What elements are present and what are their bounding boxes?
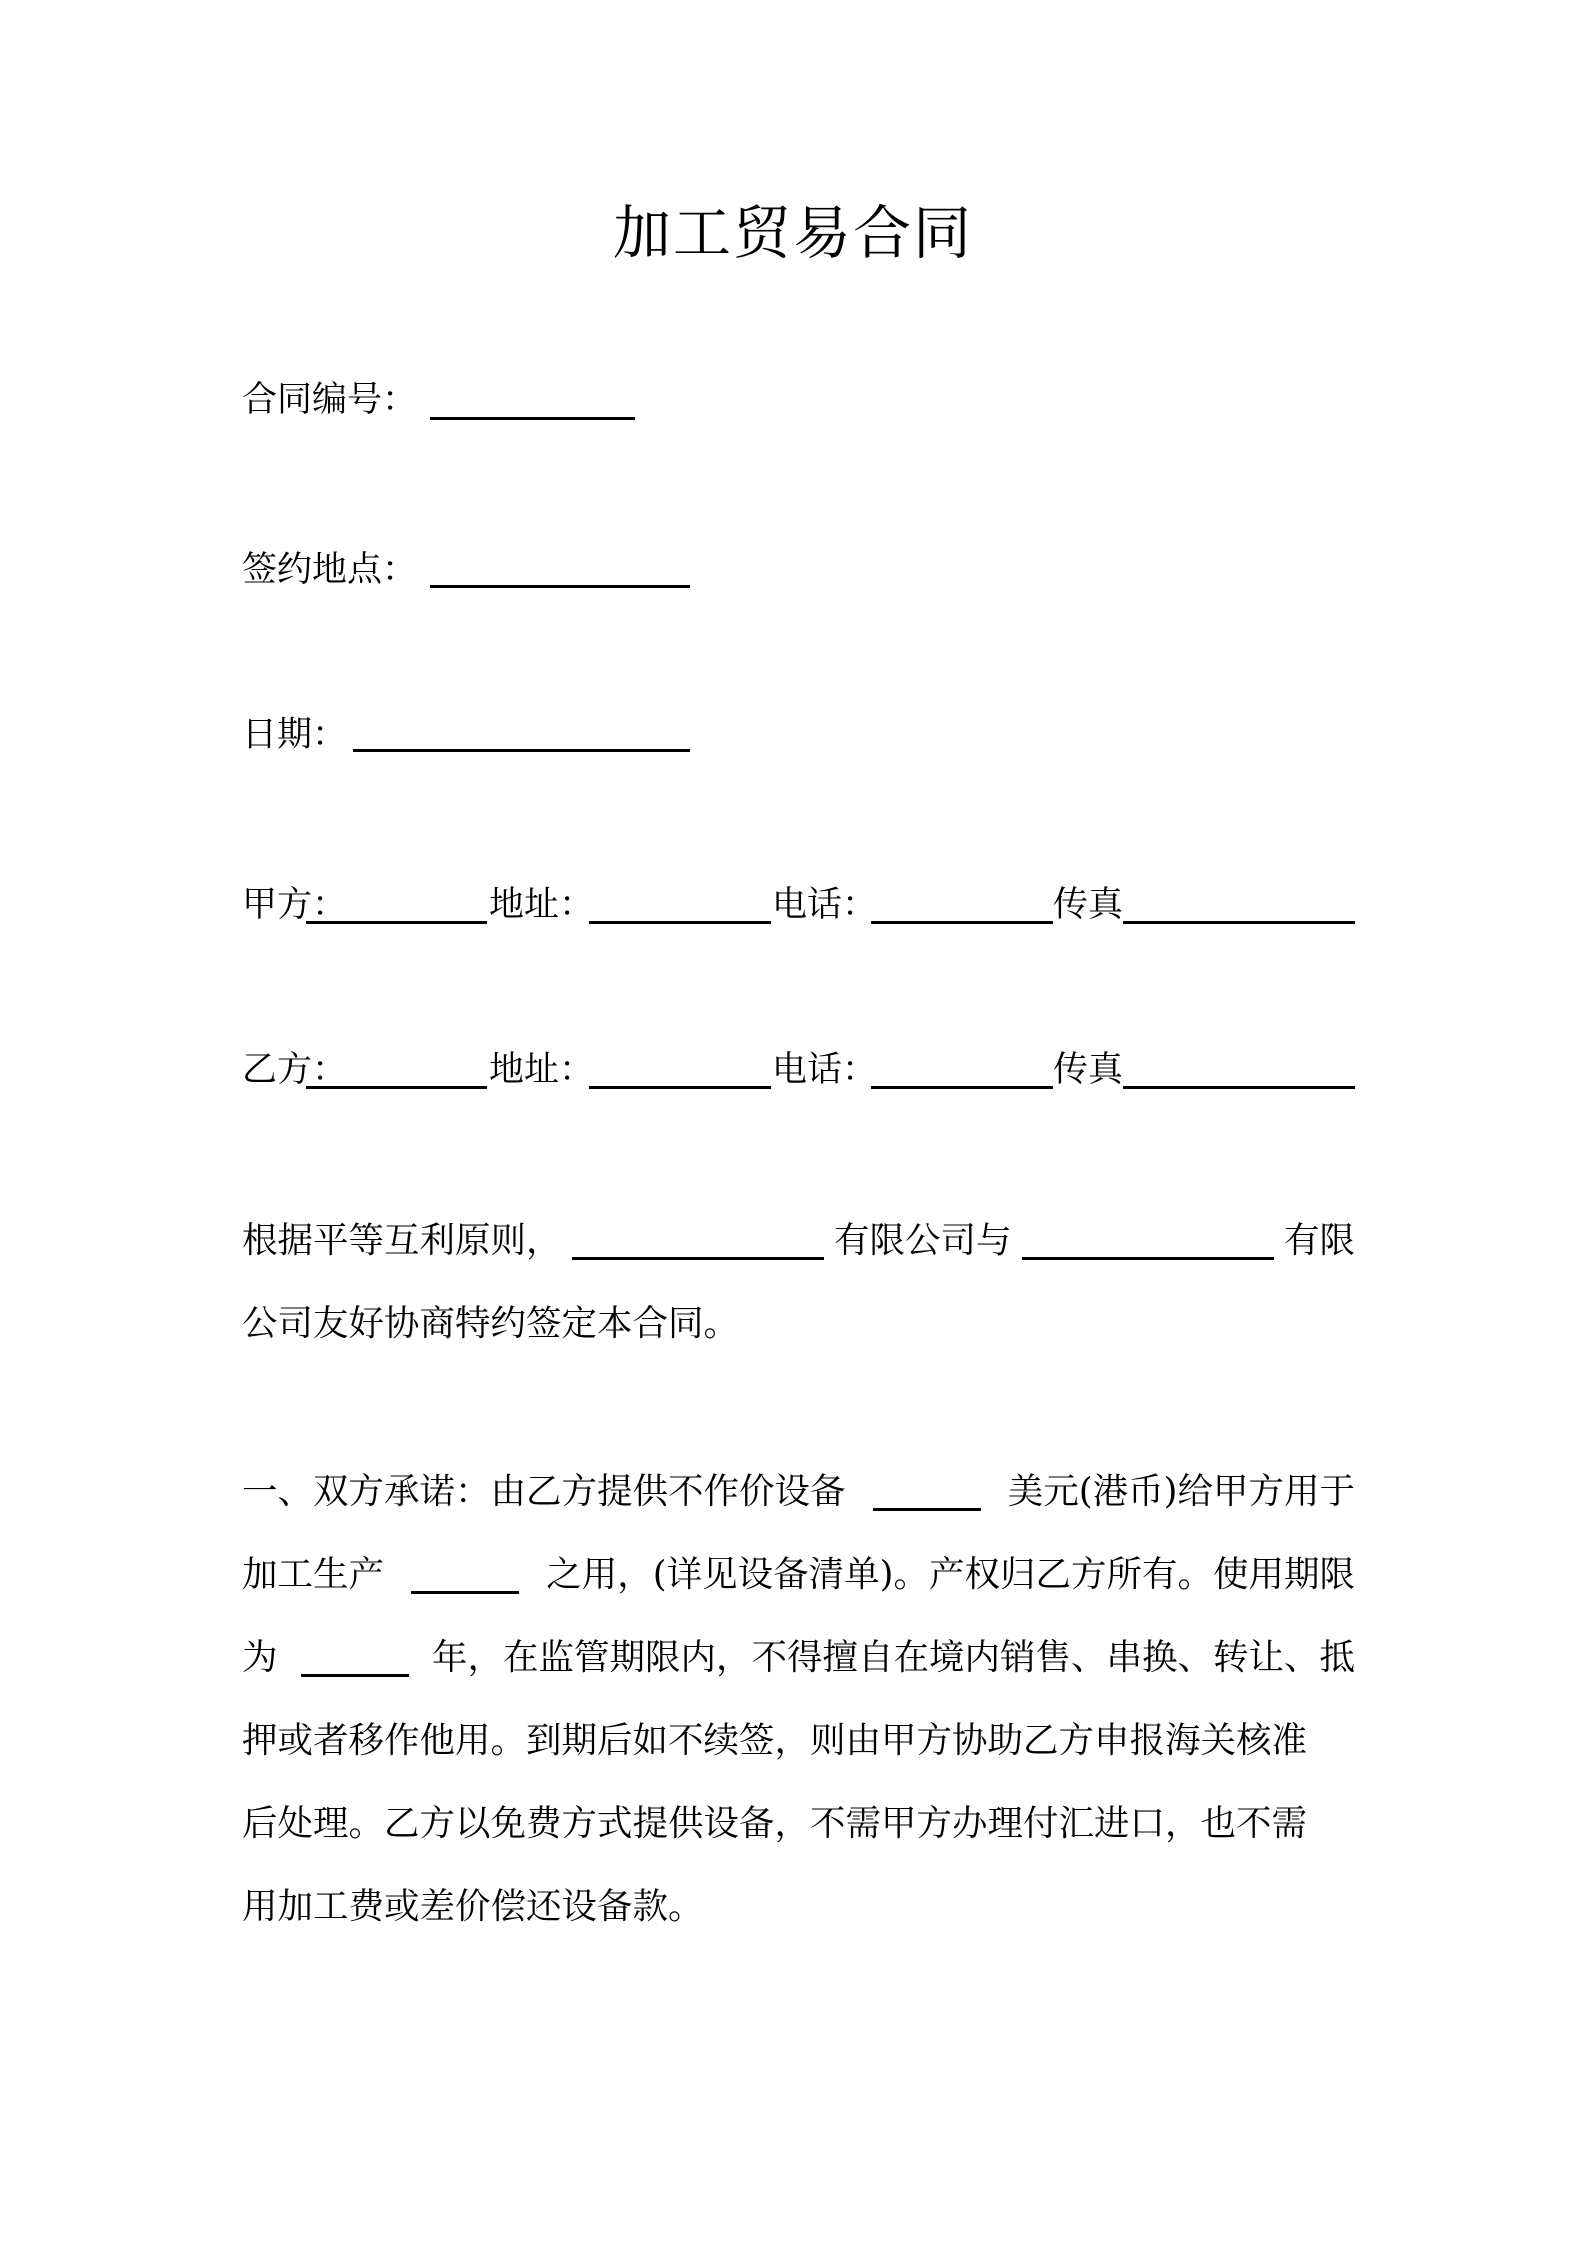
- document-title: 加工贸易合同: [612, 199, 973, 267]
- clause-1-text-8: 后处理。乙方以免费方式提供设备，不需甲方办理付汇进口，也不需: [242, 1803, 1308, 1844]
- clause-1-text-1: 一、双方承诺：由乙方提供不作价设备: [242, 1471, 846, 1512]
- clause-1-line-6: [242, 1865, 1355, 1948]
- date-label: 日期：: [242, 715, 348, 755]
- contract-number-row: [242, 378, 417, 422]
- signing-place-label: 签约地点：: [242, 550, 418, 590]
- party-a-phone-label: 电话：: [772, 885, 878, 925]
- clause-1-text-6: 年，在监管期限内，不得擅自在境内销售、串换、转让、抵: [431, 1637, 1355, 1678]
- term-years-blank[interactable]: [301, 1638, 409, 1677]
- clause-1-text-9: 用加工费或差价偿还设备款。: [242, 1886, 704, 1927]
- party-a-label: 甲方：: [242, 885, 348, 925]
- signing-place-blank[interactable]: [430, 585, 690, 588]
- contract-number-label: 合同编号：: [242, 380, 418, 420]
- clause-1-paragraph: [242, 1450, 1355, 1948]
- preamble-paragraph: [242, 1199, 1355, 1365]
- party-b-phone-label: 电话：: [772, 1050, 878, 1090]
- party-b-fax-blank[interactable]: [1123, 1086, 1355, 1089]
- date-row: [242, 713, 347, 757]
- party-a-name-blank[interactable]: [306, 921, 487, 924]
- clause-1-text-2: 美元(港币)给甲方用于: [1007, 1471, 1355, 1512]
- clause-1-line-4: [242, 1699, 1355, 1782]
- preamble-line-1: [242, 1199, 1355, 1282]
- company-a-blank[interactable]: [572, 1221, 824, 1260]
- party-a-fax-blank[interactable]: [1123, 921, 1355, 924]
- party-b-name-blank[interactable]: [306, 1086, 487, 1089]
- clause-1-text-4: 之用，(详见设备清单)。产权归乙方所有。使用期限: [546, 1554, 1355, 1595]
- party-b-phone-blank[interactable]: [871, 1086, 1053, 1089]
- party-b-label: 乙方：: [242, 1050, 348, 1090]
- clause-1-text-3: 加工生产: [242, 1554, 385, 1595]
- date-blank[interactable]: [353, 749, 690, 752]
- company-b-blank[interactable]: [1022, 1221, 1274, 1260]
- clause-1-line-5: [242, 1782, 1355, 1865]
- clause-1-line-3: [242, 1616, 1355, 1699]
- product-blank[interactable]: [411, 1555, 519, 1594]
- preamble-text-4: 公司友好协商特约签定本合同。: [242, 1303, 740, 1344]
- party-b-address-blank[interactable]: [589, 1086, 771, 1089]
- preamble-line-2: [242, 1282, 1355, 1365]
- party-a-phone-blank[interactable]: [871, 921, 1053, 924]
- preamble-text-2: 有限公司与: [833, 1220, 1012, 1261]
- preamble-text-1: 根据平等互利原则，: [242, 1220, 562, 1261]
- clause-1-line-2: [242, 1533, 1355, 1616]
- party-a-address-blank[interactable]: [589, 921, 771, 924]
- party-a-address-label: 地址：: [489, 885, 595, 925]
- clause-1-text-5: 为: [242, 1637, 278, 1678]
- party-b-address-label: 地址：: [489, 1050, 595, 1090]
- party-a-fax-label: 传真: [1053, 885, 1124, 925]
- signing-place-row: [242, 548, 417, 592]
- preamble-text-3: 有限: [1283, 1220, 1355, 1261]
- equipment-value-blank[interactable]: [873, 1472, 981, 1511]
- contract-number-blank[interactable]: [430, 417, 635, 420]
- clause-1-line-1: [242, 1450, 1355, 1533]
- party-b-fax-label: 传真: [1053, 1050, 1124, 1090]
- clause-1-text-7: 押或者移作他用。到期后如不续签，则由甲方协助乙方申报海关核准: [242, 1720, 1308, 1761]
